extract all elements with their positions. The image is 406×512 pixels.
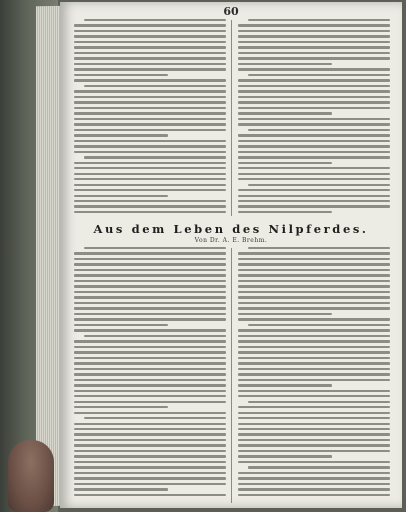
- text-line: [74, 406, 168, 408]
- article-byline: Von Dr. A. E. Brehm.: [194, 237, 268, 244]
- text-line: [74, 433, 226, 435]
- article-title: Aus dem Leben des Nilpferdes.: [93, 222, 369, 236]
- text-line: [74, 307, 226, 309]
- text-line: [238, 307, 390, 309]
- text-line: [238, 461, 390, 463]
- text-line: [74, 412, 226, 414]
- text-line: [74, 329, 226, 331]
- text-line: [238, 379, 390, 381]
- text-line: [74, 252, 226, 254]
- text-line: [74, 205, 226, 207]
- column-divider: [231, 248, 232, 503]
- text-line: [238, 85, 390, 87]
- text-line: [74, 280, 226, 282]
- text-line: [238, 368, 390, 370]
- text-line: [238, 494, 390, 496]
- text-line: [74, 395, 226, 397]
- text-line: [74, 477, 226, 479]
- text-line: [238, 140, 390, 142]
- text-line: [238, 156, 390, 158]
- text-line: [84, 417, 226, 419]
- text-line: [238, 41, 390, 43]
- text-line: [84, 156, 226, 158]
- text-line: [74, 428, 226, 430]
- text-line: [238, 211, 332, 213]
- text-line: [238, 417, 390, 419]
- text-line: [238, 112, 332, 114]
- text-column-top-right: [238, 19, 390, 216]
- text-line: [238, 455, 332, 457]
- text-line: [238, 269, 390, 271]
- text-line: [74, 46, 226, 48]
- text-line: [74, 195, 168, 197]
- text-line: [74, 423, 226, 425]
- text-line: [74, 140, 226, 142]
- text-line: [238, 302, 390, 304]
- text-line: [74, 57, 226, 59]
- text-line: [238, 167, 390, 169]
- text-column-top-left: [74, 19, 226, 216]
- text-line: [74, 296, 226, 298]
- text-line: [238, 205, 390, 207]
- text-line: [238, 101, 390, 103]
- text-line: [84, 335, 226, 337]
- text-line: [74, 189, 226, 191]
- text-line: [74, 24, 226, 26]
- text-line: [238, 68, 390, 70]
- text-line: [74, 184, 226, 186]
- text-line: [238, 444, 390, 446]
- text-line: [74, 324, 168, 326]
- text-line: [238, 145, 390, 147]
- text-line: [238, 390, 390, 392]
- text-line: [238, 313, 332, 315]
- text-line: [238, 296, 390, 298]
- text-line: [74, 52, 226, 54]
- text-line: [238, 395, 390, 397]
- text-line: [238, 63, 332, 65]
- text-line: [74, 357, 226, 359]
- text-line: [74, 384, 226, 386]
- text-line: [238, 90, 390, 92]
- text-line: [238, 35, 390, 37]
- text-line: [74, 269, 226, 271]
- text-line: [238, 351, 390, 353]
- text-line: [74, 173, 226, 175]
- text-line: [238, 178, 390, 180]
- text-line: [74, 68, 226, 70]
- reader-thumb: [8, 440, 54, 512]
- text-line: [74, 346, 226, 348]
- text-line: [238, 57, 390, 59]
- text-line: [238, 439, 390, 441]
- text-line: [74, 162, 226, 164]
- text-line: [238, 362, 390, 364]
- book-page: [60, 2, 402, 508]
- text-line: [74, 145, 226, 147]
- text-line: [238, 52, 390, 54]
- text-line: [238, 340, 390, 342]
- text-line: [74, 285, 226, 287]
- text-line: [238, 200, 390, 202]
- text-line: [74, 211, 226, 213]
- text-line: [238, 483, 390, 485]
- text-line: [74, 112, 226, 114]
- text-line: [74, 90, 226, 92]
- text-line: [248, 247, 390, 249]
- text-line: [238, 329, 390, 331]
- text-line: [238, 258, 390, 260]
- text-line: [84, 247, 226, 249]
- text-line: [238, 384, 332, 386]
- text-line: [238, 24, 390, 26]
- text-line: [238, 450, 390, 452]
- text-line: [248, 19, 390, 21]
- text-line: [238, 79, 390, 81]
- text-line: [74, 340, 226, 342]
- text-line: [238, 96, 390, 98]
- text-line: [74, 368, 226, 370]
- column-divider: [231, 20, 232, 216]
- text-line: [74, 351, 226, 353]
- text-line: [248, 401, 390, 403]
- text-line: [248, 74, 390, 76]
- text-line: [84, 85, 226, 87]
- text-line: [74, 302, 226, 304]
- text-line: [84, 19, 226, 21]
- text-line: [238, 406, 390, 408]
- text-line: [248, 184, 390, 186]
- text-line: [74, 178, 226, 180]
- text-line: [238, 118, 390, 120]
- text-line: [74, 118, 226, 120]
- page-number: 60: [223, 5, 239, 18]
- text-line: [238, 433, 390, 435]
- text-line: [74, 472, 226, 474]
- text-line: [74, 494, 226, 496]
- text-line: [238, 274, 390, 276]
- text-line: [238, 30, 390, 32]
- text-line: [74, 41, 226, 43]
- text-line: [74, 291, 226, 293]
- text-line: [238, 173, 390, 175]
- text-line: [74, 200, 226, 202]
- text-line: [238, 195, 390, 197]
- text-line: [238, 291, 390, 293]
- text-line: [74, 129, 226, 131]
- text-line: [74, 107, 226, 109]
- text-line: [238, 335, 390, 337]
- text-line: [74, 134, 168, 136]
- text-line: [238, 472, 390, 474]
- text-line: [74, 74, 168, 76]
- text-line: [74, 439, 226, 441]
- text-line: [74, 401, 226, 403]
- text-column-bottom-right: [238, 247, 390, 499]
- text-line: [74, 455, 226, 457]
- text-line: [248, 129, 390, 131]
- text-line: [74, 263, 226, 265]
- text-line: [238, 252, 390, 254]
- text-line: [74, 450, 226, 452]
- text-line: [238, 477, 390, 479]
- text-line: [238, 151, 390, 153]
- text-line: [74, 390, 226, 392]
- text-line: [74, 483, 226, 485]
- text-line: [74, 79, 226, 81]
- text-column-bottom-left: [74, 247, 226, 499]
- text-line: [248, 466, 390, 468]
- text-line: [238, 318, 390, 320]
- text-line: [74, 151, 226, 153]
- text-line: [248, 324, 390, 326]
- text-line: [238, 488, 390, 490]
- text-line: [238, 428, 390, 430]
- text-line: [74, 96, 226, 98]
- text-line: [74, 444, 226, 446]
- text-line: [74, 35, 226, 37]
- text-line: [74, 30, 226, 32]
- text-line: [238, 263, 390, 265]
- text-line: [238, 357, 390, 359]
- text-line: [74, 379, 226, 381]
- text-line: [238, 285, 390, 287]
- text-line: [238, 373, 390, 375]
- text-line: [74, 274, 226, 276]
- text-line: [74, 63, 226, 65]
- text-line: [238, 107, 390, 109]
- text-line: [74, 373, 226, 375]
- text-line: [238, 189, 390, 191]
- text-line: [74, 466, 226, 468]
- text-line: [74, 318, 226, 320]
- text-line: [74, 461, 226, 463]
- text-line: [238, 162, 332, 164]
- text-line: [74, 362, 226, 364]
- text-line: [238, 412, 390, 414]
- text-line: [74, 101, 226, 103]
- text-line: [238, 280, 390, 282]
- text-line: [238, 346, 390, 348]
- text-line: [238, 134, 390, 136]
- text-line: [74, 167, 226, 169]
- text-line: [74, 313, 226, 315]
- text-line: [238, 123, 390, 125]
- text-line: [238, 423, 390, 425]
- text-line: [74, 123, 226, 125]
- text-line: [238, 46, 390, 48]
- text-line: [74, 488, 168, 490]
- text-line: [74, 258, 226, 260]
